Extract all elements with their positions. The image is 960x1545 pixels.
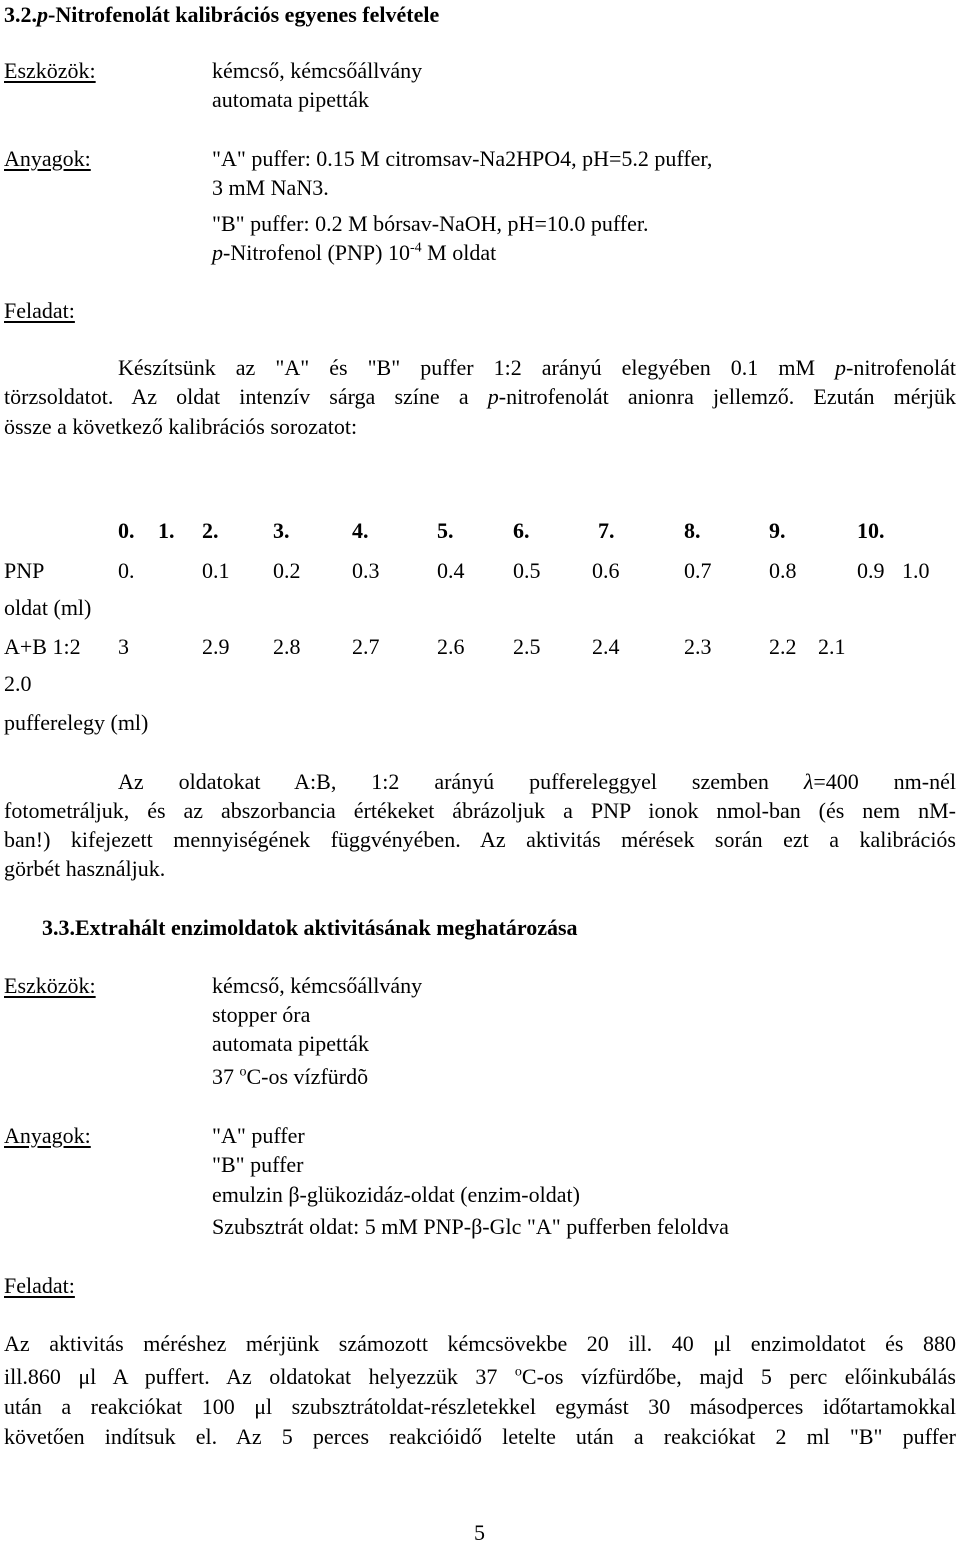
para-text: Készítsünk az "A" és "B" puffer 1:2 arányú elegyében 0.1 mM: [118, 355, 836, 380]
para-italic: p: [835, 355, 847, 380]
table-header: 5.: [437, 518, 454, 543]
table-cell: 3: [118, 634, 129, 659]
table-cell: 2.1: [818, 634, 846, 659]
table-cell: 2.9: [202, 634, 230, 659]
table-cell: 2.2: [769, 634, 797, 659]
table-header: 2.: [202, 518, 219, 543]
anyagok-label: Anyagok:: [4, 146, 91, 171]
page-number: 5: [474, 1520, 485, 1545]
table-cell: 1.0: [902, 558, 930, 583]
feladat-label: Feladat:: [4, 298, 75, 323]
paragraph-line: [4, 384, 956, 409]
table-cell: 0.3: [352, 558, 380, 583]
paragraph-line: [118, 769, 956, 794]
anyag-item: "B" puffer: [212, 1152, 304, 1177]
table-cell: 2.3: [684, 634, 712, 659]
section-title-3-2: [4, 2, 439, 27]
table-cell: 0.: [118, 558, 135, 583]
eszkoz-item: stopper óra: [212, 1002, 311, 1027]
table-cell: 0.2: [273, 558, 301, 583]
anyag-item: "A" puffer: [212, 1123, 305, 1148]
title-italic: p: [37, 2, 48, 27]
table-header: 1.: [158, 518, 175, 543]
table-cell: 0.7: [684, 558, 712, 583]
title-rest: -Nitrofenolát kalibrációs egyenes felvétele: [48, 2, 440, 27]
paragraph-line: Az aktivitás méréshez mérjünk számozott kémcsövekbe 20 ill. 40 μl enzimoldatot és 880: [4, 1331, 956, 1356]
anyag-italic: p: [212, 240, 223, 265]
anyag-item: [212, 240, 496, 265]
lambda-symbol: λ: [803, 769, 814, 794]
degree-symbol: o: [239, 1064, 247, 1080]
eszkoz-item: [212, 1064, 368, 1089]
anyagok-label: Anyagok:: [4, 1123, 91, 1148]
table-header: 6.: [513, 518, 530, 543]
para-text: -nitrofenolát: [846, 355, 956, 380]
anyag-item: Szubsztrát oldat: 5 mM PNP-β-Glc "A" pufferben feloldva: [212, 1214, 729, 1239]
anyag-item: 3 mM NaN3.: [212, 175, 329, 200]
table-header: 3.: [273, 518, 290, 543]
table-header: 7.: [598, 518, 615, 543]
table-cell: 0.9: [857, 558, 885, 583]
table-cell: 2.4: [592, 634, 620, 659]
table-cell: 2.0: [4, 671, 32, 696]
paragraph-line: [4, 1364, 956, 1389]
eszkoz-item: automata pipetták: [212, 1031, 369, 1056]
anyag-text: M oldat: [421, 240, 497, 265]
eszkoz-text: C-os vízfürdõ: [246, 1064, 369, 1089]
paragraph-line: ban!) kifejezett mennyiségének függvényében. Az aktivitás mérések során ezt a kalibrációs: [4, 827, 956, 852]
para-text: Az oldatokat A:B, 1:2 arányú puffereleggyel szemben: [118, 769, 804, 794]
paragraph-line: [118, 355, 956, 380]
table-cell: 2.7: [352, 634, 380, 659]
row-label: pufferelegy (ml): [4, 710, 149, 735]
eszkozok-label: Eszközök:: [4, 973, 96, 998]
paragraph-line: görbét használjuk.: [4, 856, 166, 881]
table-cell: 0.8: [769, 558, 797, 583]
paragraph-line: fotometráljuk, és az abszorbancia értékeket ábrázoljuk a PNP ionok nmol-ban (és nem nM-: [4, 798, 956, 823]
table-cell: 0.6: [592, 558, 620, 583]
para-text: C-os vízfürdőbe, majd 5 perc előinkubálás: [521, 1364, 956, 1389]
table-header: 10.: [857, 518, 885, 543]
eszkoz-item: automata pipetták: [212, 87, 369, 112]
table-header: 8.: [684, 518, 701, 543]
table-header: 0.: [118, 518, 135, 543]
eszkoz-item: kémcső, kémcsőállvány: [212, 58, 423, 83]
row-label: PNP: [4, 558, 45, 583]
title-prefix: 3.2.: [4, 2, 37, 27]
degree-symbol: o: [514, 1364, 522, 1380]
para-text: -nitrofenolát anionra jellemző. Ezután mérjük: [498, 384, 956, 409]
table-cell: 2.6: [437, 634, 465, 659]
row-label: A+B 1:2: [4, 634, 81, 659]
anyag-item: emulzin β-glükozidáz-oldat (enzim-oldat): [212, 1182, 580, 1207]
section-title-3-3: 3.3.Extrahált enzimoldatok aktivitásának meghatározása: [42, 915, 578, 940]
eszkoz-item: kémcső, kémcsőállvány: [212, 973, 423, 998]
eszkozok-label: Eszközök:: [4, 58, 96, 83]
table-cell: 2.8: [273, 634, 301, 659]
feladat-label: Feladat:: [4, 1273, 75, 1298]
paragraph-line: után a reakciókat 100 μl szubsztrátoldat-részletekkel egymást 30 másodperces időtartamokkal: [4, 1394, 956, 1419]
paragraph-line: követően indítsuk el. Az 5 perces reakcióidő letelte után a reakciókat 2 ml "B" puffer: [4, 1424, 956, 1449]
anyag-text: -Nitrofenol (PNP) 10: [223, 240, 410, 265]
paragraph-line: össze a következő kalibrációs sorozatot:: [4, 414, 358, 439]
eszkoz-text: 37: [212, 1064, 240, 1089]
para-text: ill.860 μl A puffert. Az oldatokat helyezzük 37: [4, 1364, 515, 1389]
para-text: =400 nm-nél: [813, 769, 956, 794]
anyag-exponent: -4: [409, 240, 422, 256]
table-header: 4.: [352, 518, 369, 543]
table-cell: 0.4: [437, 558, 465, 583]
anyag-item: "A" puffer: 0.15 M citromsav-Na2HPO4, pH=5.2 puffer,: [212, 146, 713, 171]
table-cell: 0.5: [513, 558, 541, 583]
table-cell: 0.1: [202, 558, 230, 583]
para-italic: p: [487, 384, 499, 409]
anyag-item: "B" puffer: 0.2 M bórsav-NaOH, pH=10.0 puffer.: [212, 211, 649, 236]
table-cell: 2.5: [513, 634, 541, 659]
table-header: 9.: [769, 518, 786, 543]
para-text: törzsoldatot. Az oldat intenzív sárga színe a: [4, 384, 488, 409]
row-label: oldat (ml): [4, 595, 92, 620]
